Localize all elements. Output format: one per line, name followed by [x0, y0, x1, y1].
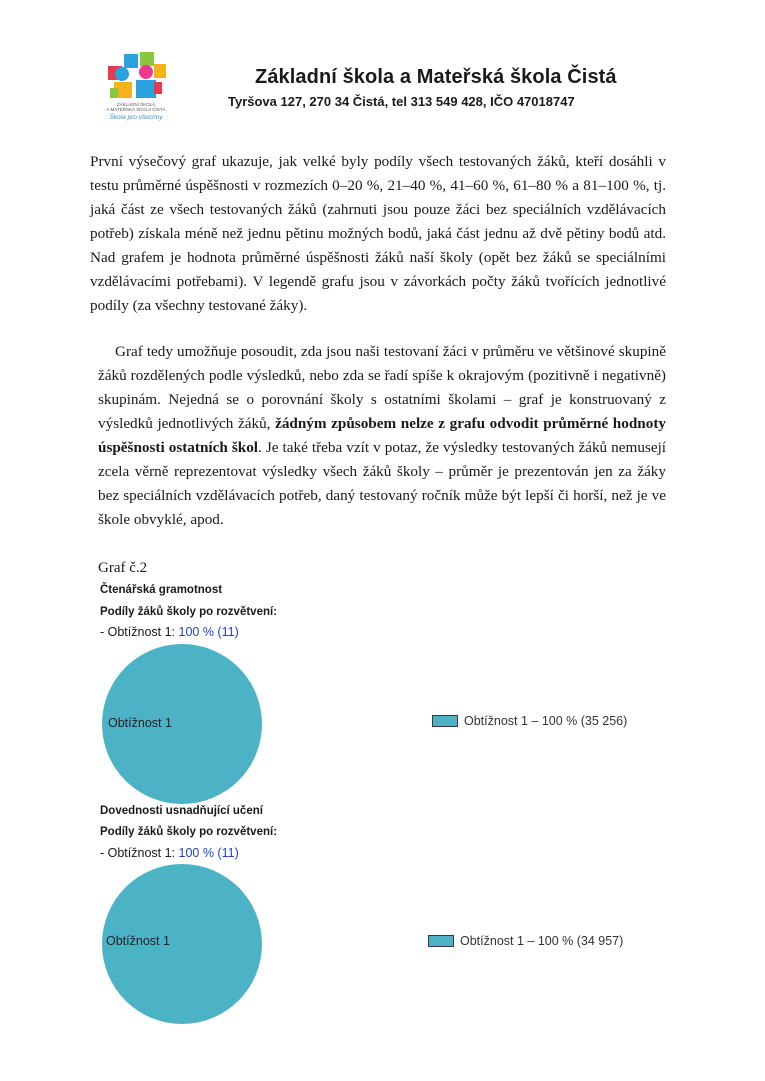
section-1-line	[100, 625, 239, 639]
legend-2-swatch	[428, 935, 454, 947]
pie-chart-2	[100, 862, 264, 1026]
section-2-subtitle: Podíly žáků školy po rozvětvení:	[100, 826, 278, 838]
school-address: Tyršova 127, 270 34 Čistá, tel 313 549 428, IČO 47018747	[228, 94, 575, 109]
paragraph-2-bold: žádným způsobem nelze z grafu odvodit průměrné hodnoty úspěšnosti ostatních škol	[98, 415, 666, 456]
legend-1-text: Obtížnost 1 – 100 % (35 256)	[464, 714, 628, 728]
paragraph-2-part-c: . Je také třeba vzít v potaz, že výsledky testovaných žáků nemusejí zcela věrně reprezentovat výsledky všech žáků školy – průměr je prezentován jen za žáky bez speciálních vzdělávacích potřeb, daný testovaný ročník může být lepší či horší, než je ve škole obvyklé, apod.	[98, 439, 667, 528]
graf-label: Graf č.2	[98, 560, 148, 576]
school-logo	[100, 44, 172, 124]
section-1-title: Čtenářská gramotnost	[100, 584, 223, 596]
logo-text-1: ZÁKLADNÍ ŠKOLA	[116, 102, 156, 107]
legend-2-text: Obtížnost 1 – 100 % (34 957)	[460, 934, 624, 948]
paragraph-1: První výsečový graf ukazuje, jak velké byly podíly všech testovaných žáků, kteří dosáhli v testu průměrné úspěšnosti v rozmezích 0–20 %, 21–40 %, 41–60 %, 61–80 % a 81–100 %, tj. jaká část ze všech testovaných žáků (zahrnuti jsou pouze žáci bez speciálních vzdělávacích potřeb) získala méně než jednu pětinu možných bodů, jaká část jednu až dvě pětiny bodů atd. Nad grafem je hodnota průměrné úspěšnosti žáků naší školy (opět bez žáků se speciálními vzdělávacími potřebami). V legendě grafu jsou v závorkách počty žáků tvořících jednotlivé podíly (za všechny testované žáky).	[90, 153, 666, 314]
section-2-line	[100, 846, 239, 860]
section-1-line-value: 100 % (11)	[178, 625, 239, 639]
logo-text-2: A MATEŘSKÁ ŠKOLA ČISTÁ	[106, 107, 166, 112]
pie-chart-1	[100, 642, 264, 806]
legend-1-swatch	[432, 715, 458, 727]
legend-2	[428, 934, 623, 948]
section-1-subtitle: Podíly žáků školy po rozvětvení:	[100, 606, 278, 618]
section-2-line-prefix: - Obtížnost 1:	[100, 846, 179, 860]
pie-2-label: Obtížnost 1	[106, 934, 170, 948]
paragraph-2-part-a: Graf tedy umožňuje posoudit, zda jsou naši testovaní žáci v průměru ve většinové skupině žáků rozdělených podle výsledků, nebo zda se řadí spíše k okrajovým (pozitivně i negativně) skupinám. Nejedná se o porovnání školy s ostatními školami – graf je konstruovaný z výsledků jednotlivých žáků,	[98, 343, 666, 432]
pie-1-label: Obtížnost 1	[108, 716, 172, 730]
section-2-title: Dovednosti usnadňující učení	[100, 805, 263, 817]
legend-1	[432, 714, 627, 728]
section-1-line-prefix: - Obtížnost 1:	[100, 625, 179, 639]
school-name: Základní škola a Mateřská škola Čistá	[255, 66, 617, 88]
section-2-line-value: 100 % (11)	[178, 846, 239, 860]
paragraph-2	[98, 340, 666, 532]
logo-text-3: Škola pro všechny	[109, 114, 163, 121]
